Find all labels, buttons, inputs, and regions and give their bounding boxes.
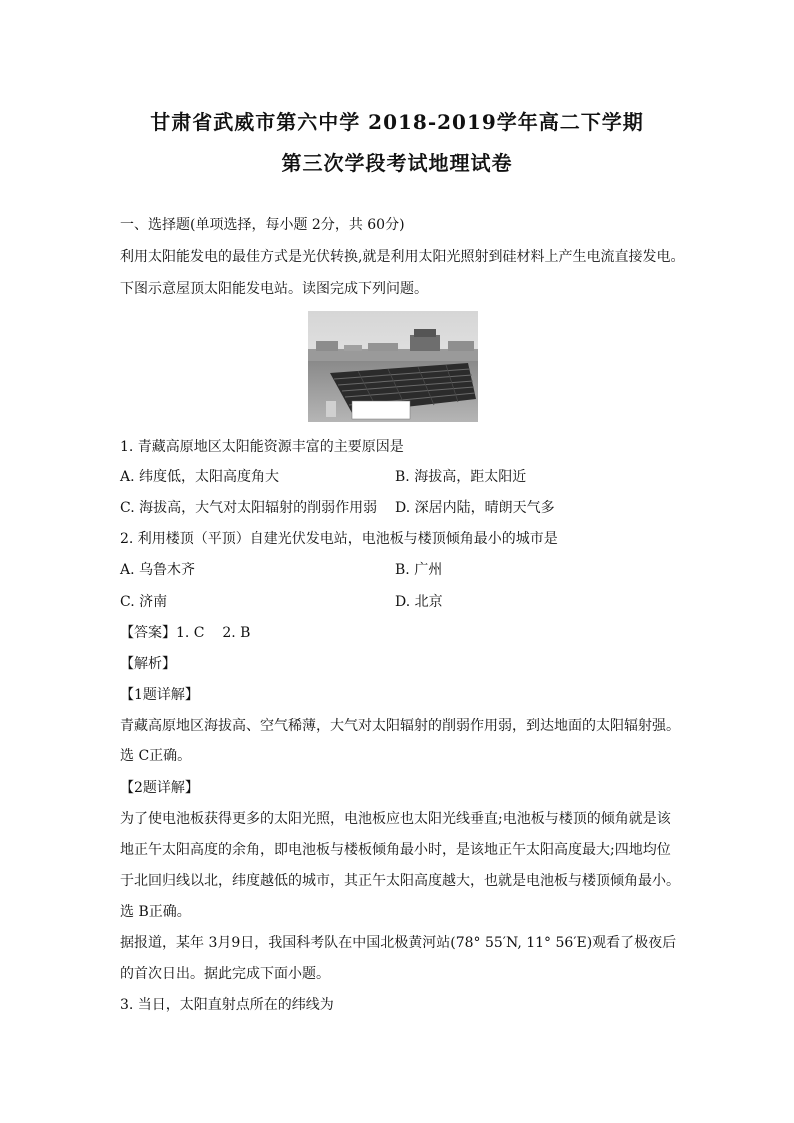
detail-2-line-4: 选 B正确。 [120, 904, 191, 920]
analysis-label: 【解析】 [120, 656, 176, 672]
q1-option-d: D. 深居内陆，晴朗天气多 [395, 500, 555, 516]
detail-2-line-1: 为了使电池板获得更多的太阳光照，电池板应也太阳光线垂直;电池板与楼顶的倾角就是该 [120, 811, 671, 827]
detail-2-line-2: 地正午太阳高度的余角，即电池板与楼板倾角最小时，是该地正午太阳高度最大;四地均位 [120, 842, 671, 858]
q2-option-b: B. 广州 [395, 562, 443, 578]
news-line-1: 据报道，某年 3月9日，我国科考队在中国北极黄河站(78° 55′N, 11° 56′E)观看了极夜后 [120, 935, 677, 951]
q2-stem: 2. 利用楼顶（平顶）自建光伏发电站，电池板与楼顶倾角最小的城市是 [120, 531, 558, 547]
news-line-2: 的首次日出。据此完成下面小题。 [120, 966, 330, 982]
intro-line-1: 利用太阳能发电的最佳方式是光伏转换,就是利用太阳光照射到硅材料上产生电流直接发电。 [120, 249, 685, 265]
intro-line-2: 下图示意屋顶太阳能发电站。读图完成下列问题。 [120, 281, 428, 297]
title-line-2: 第三次学段考试地理试卷 [281, 151, 513, 175]
solar-panel-photo [308, 311, 478, 422]
q2-option-c: C. 济南 [120, 594, 168, 610]
title-line-1: 甘肃省武威市第六中学 2018-2019学年高二下学期 [150, 110, 644, 134]
q2-option-a: A. 乌鲁木齐 [120, 562, 196, 578]
detail-1-line-1: 青藏高原地区海拔高、空气稀薄，大气对太阳辐射的削弱作用弱，到达地面的太阳辐射强。 [120, 718, 680, 734]
detail-2-label: 【2题详解】 [120, 780, 199, 796]
q3-stem: 3. 当日，太阳直射点所在的纬线为 [120, 997, 334, 1013]
detail-2-line-3: 于北回归线以北，纬度越低的城市，其正午太阳高度越大，也就是电池板与楼顶倾角最小。 [120, 873, 680, 889]
q1-option-b: B. 海拔高，距太阳近 [395, 469, 527, 485]
q2-option-d: D. 北京 [395, 594, 443, 610]
q1-option-a: A. 纬度低，太阳高度角大 [120, 469, 280, 485]
detail-1-line-2: 选 C正确。 [120, 748, 192, 764]
detail-1-label: 【1题详解】 [120, 687, 199, 703]
section-heading: 一、选择题(单项选择，每小题 2分，共 60分) [120, 217, 405, 233]
q1-stem: 1. 青藏高原地区太阳能资源丰富的主要原因是 [120, 439, 404, 455]
q1-option-c: C. 海拔高，大气对太阳辐射的削弱作用弱 [120, 500, 378, 516]
answer-line: 【答案】1. C 2. B [120, 625, 251, 641]
